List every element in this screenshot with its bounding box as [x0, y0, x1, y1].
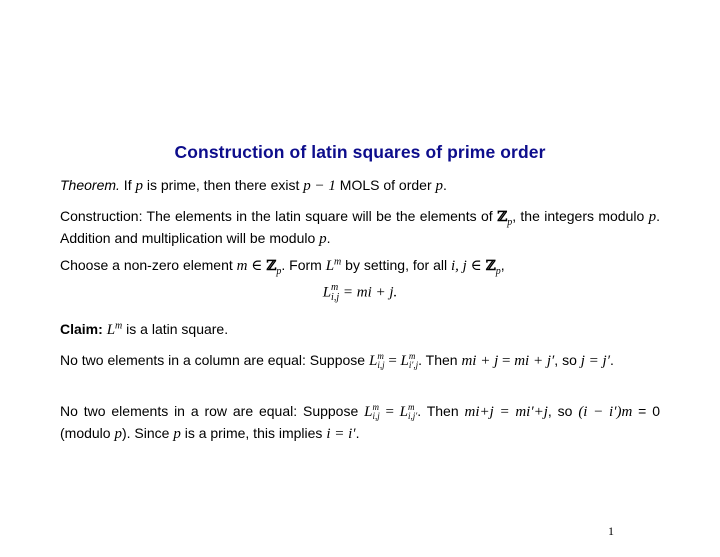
construction-text: , the integers modulo — [512, 208, 649, 224]
math-p: p — [135, 178, 143, 194]
column-text: . — [610, 352, 614, 368]
math-zp: ℤ — [496, 209, 508, 225]
math-sub: p — [507, 216, 513, 228]
math-sub: i′,j — [408, 360, 419, 371]
row-text: . — [355, 425, 360, 441]
claim-paragraph — [60, 319, 660, 341]
math-in: ∈ — [247, 258, 267, 274]
math-sup: m — [334, 256, 342, 268]
row-text: ). Since — [121, 425, 174, 441]
column-text: No two elements in a column are equal: Suppose — [60, 352, 369, 368]
theorem-text: is prime, then there exist — [142, 177, 304, 193]
choose-text: . Form — [281, 257, 326, 273]
math-sup: m — [372, 402, 379, 413]
math-sup: m — [377, 351, 384, 362]
math-eq: = — [498, 353, 515, 369]
slide-title: Construction of latin squares of prime order — [174, 142, 546, 162]
math-sup: m — [407, 402, 415, 413]
math-sub: p — [276, 265, 282, 277]
choose-text: Choose a non-zero element — [60, 257, 237, 273]
math-L: L — [364, 404, 373, 420]
math-sub: p — [495, 265, 501, 277]
math-zp: ℤ — [266, 258, 277, 274]
column-paragraph — [60, 350, 660, 372]
construction-text: . Addition and multiplication will be modulo — [60, 208, 660, 246]
math-sub: i,j — [331, 292, 340, 303]
theorem-label: Theorem. — [60, 177, 120, 193]
row-text: is a prime, this implies — [180, 425, 327, 441]
claim-text: is a latin square. — [122, 321, 229, 337]
math-in: ∈ — [466, 258, 486, 274]
math-p: p — [319, 231, 327, 247]
math-sub: i,j — [377, 360, 385, 371]
math-sub: i,j — [372, 411, 380, 422]
construction-paragraph — [60, 206, 660, 250]
math-sup: m — [408, 351, 416, 362]
math-ij: i, j — [451, 258, 467, 274]
theorem-paragraph — [60, 175, 660, 197]
math-L: L — [400, 353, 409, 369]
construction-text: . — [326, 230, 331, 246]
math-sub: i,j′ — [407, 411, 418, 422]
math-eq: = — [384, 353, 401, 369]
theorem-text: . — [443, 177, 447, 193]
column-text: , so — [554, 352, 581, 368]
display-equation — [0, 283, 720, 303]
math-expr: mi+j = mi′+j — [464, 404, 548, 420]
math-expr: j = j′ — [580, 353, 611, 369]
row-text: = 0 (modulo — [60, 403, 660, 441]
row-text: . Then — [417, 403, 465, 419]
theorem-text: MOLS of order — [335, 177, 436, 193]
math-sup: m — [115, 320, 123, 332]
choose-text: , — [500, 257, 505, 273]
math-sup: m — [331, 282, 339, 293]
claim-label: Claim: — [60, 321, 103, 337]
math-p: p — [648, 209, 657, 225]
math-rhs: = mi + j. — [339, 284, 398, 301]
math-expr: mi + j′ — [514, 353, 555, 369]
theorem-text: If — [119, 177, 136, 193]
math-expr: p − 1 — [303, 178, 336, 194]
column-text: . Then — [418, 352, 462, 368]
choose-paragraph — [60, 255, 660, 277]
math-p: p — [114, 426, 122, 442]
math-p: p — [173, 426, 181, 442]
math-eq: = — [379, 404, 400, 420]
choose-text: by setting, for all — [341, 257, 451, 273]
math-expr: mi + j — [461, 353, 499, 369]
row-text: No two elements in a row are equal: Suppose — [60, 403, 365, 419]
math-L: L — [106, 322, 116, 338]
math-expr: i = i′ — [326, 426, 356, 442]
math-L: L — [399, 404, 408, 420]
math-p: p — [435, 178, 443, 194]
math-expr: (i − i′)m — [578, 404, 633, 420]
page-number: 1 — [608, 524, 614, 538]
math-m: m — [236, 258, 248, 274]
construction-text: Construction: The elements in the latin square will be the elements of — [60, 208, 497, 224]
math-L: L — [368, 353, 378, 369]
math-L: L — [322, 284, 332, 301]
math-L: L — [325, 258, 335, 274]
row-paragraph — [60, 401, 660, 445]
math-zp: ℤ — [485, 258, 496, 274]
row-text: , so — [547, 403, 579, 419]
